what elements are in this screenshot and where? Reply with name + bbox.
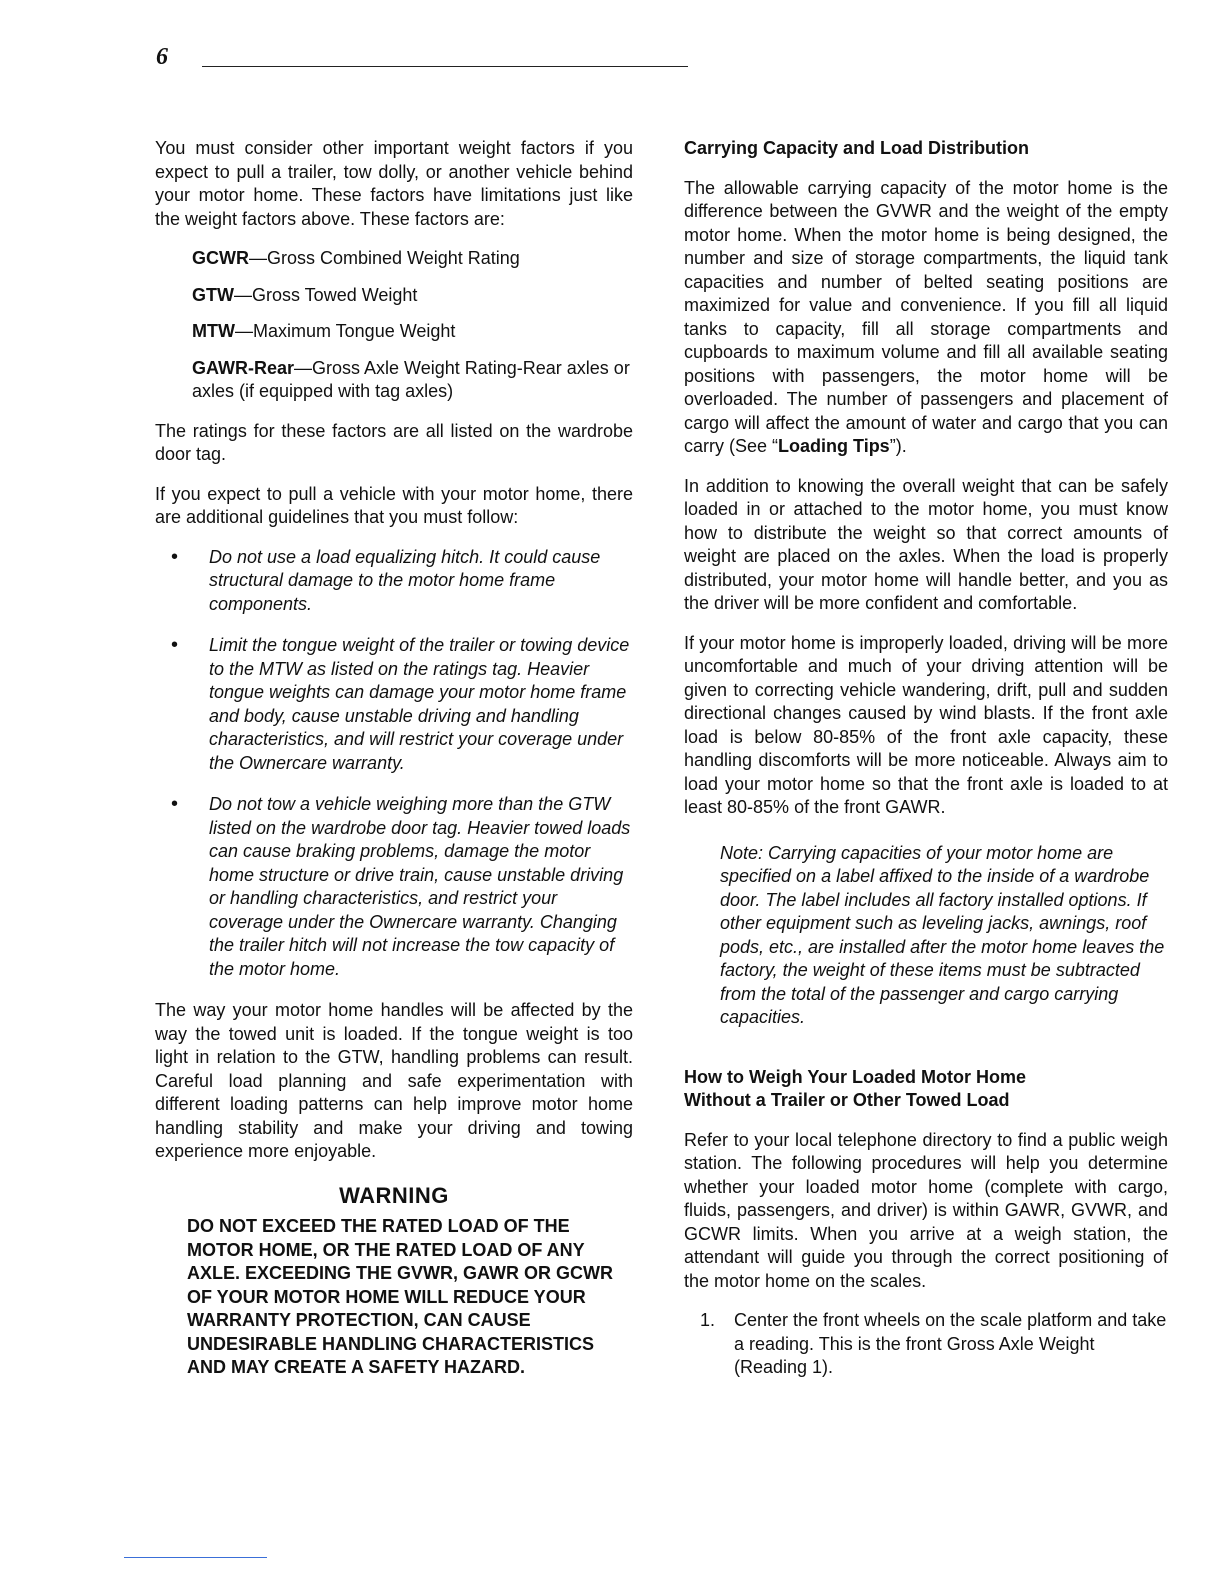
guidelines-list	[155, 546, 633, 982]
warning-title: WARNING	[339, 1182, 449, 1208]
list-item-text: Do not use a load equalizing hitch. It could cause structural damage to the motor home frame components.	[209, 546, 601, 614]
heading-line: How to Weigh Your Loaded Motor Home	[684, 1066, 1026, 1087]
term-abbr: GTW	[192, 284, 234, 305]
distribution-paragraph: In addition to knowing the overall weight that can be safely loaded in or attached to the motor home, you must know how to distribute the weight so that correct amounts of weight are placed on the axles. When the load is properly distributed, your motor home will handle better, and you as the driver will be more confident and comfortable.	[684, 475, 1168, 613]
term-gawr-rear	[192, 357, 633, 404]
step-item	[684, 1309, 1168, 1380]
step-text: Center the front wheels on the scale platform and take a reading. This is the front Gross Axle Weight (Reading 1).	[734, 1310, 1167, 1377]
warning-body: DO NOT EXCEED THE RATED LOAD OF THE MOTOR HOME, OR THE RATED LOAD OF ANY AXLE. EXCEEDING THE GVWR, GAWR OR GCWR OF YOUR MOTOR HOME WILL REDUCE YOUR WARRANTY PROTECTION, CAN CAUSE UNDESIRABLE HANDLING CHARACTERISTICS AND MAY CREATE A SAFETY HAZARD.	[187, 1216, 614, 1377]
ratings-paragraph: The ratings for these factors are all listed on the wardrobe door tag.	[155, 420, 633, 464]
term-abbr: GAWR-Rear	[192, 357, 295, 378]
capacity-text: The allowable carrying capacity of the motor home is the difference between the GVWR and the weight of the empty motor home. When the motor home is being designed, the number and size of storage compartments, the liquid tank capacities and number of belted seating positions are maximized for value and convenience. If you fill all liquid tanks to capacity, fill all storage compartments and cupboards to maximum volume and fill all available seating positions with passengers, the motor home will be overloaded. The number of passengers and placement of cargo will affect the amount of water and cargo that you can carry (See “	[684, 177, 1168, 456]
term-definition: —Gross Towed Weight	[234, 284, 418, 305]
footer-rule	[124, 1557, 267, 1558]
left-column	[155, 137, 633, 1380]
term-definition: —Gross Combined Weight Rating	[249, 248, 520, 268]
note-block: Note: Carrying capacities of your motor home are specified on a label affixed to the inside of a wardrobe door. The label includes all factory installed options. If other equipment such as leveling jacks, awnings, roof pods, etc., are installed after the motor home leaves the factory, the weight of these items must be subtracted from the total of the passenger and cargo carrying capacities.	[720, 842, 1165, 1027]
term-gtw	[192, 284, 633, 308]
capacity-paragraph	[684, 177, 1168, 459]
improper-load-paragraph: If your motor home is improperly loaded, driving will be more uncomfortable and much of your driving attention will be given to correcting vehicle wandering, drift, pull and sudden directional changes caused by wind blasts. If the front axle load is below 80-85% of the front axle capacity, these handling discomforts will be more noticeable. Always aim to load your motor home so that the front axle is loaded to at least 80-85% of the front GAWR.	[684, 632, 1168, 817]
steps-list	[684, 1309, 1168, 1380]
list-item-text: Limit the tongue weight of the trailer or towing device to the MTW as listed on the ratings tag. Heavier tongue weights can damage your motor home frame and body, cause unstable driving and handling characteristics, and will restrict your coverage under the Ownercare warranty.	[209, 635, 630, 773]
list-item	[155, 546, 633, 617]
capacity-text-end: ”).	[889, 436, 907, 456]
term-gcwr	[192, 247, 633, 271]
list-item-text: Do not tow a vehicle weighing more than the GTW listed on the wardrobe door tag. Heavier towed loads can cause braking problems, damage the motor home structure or drive train, cause unstable driving or handling characteristics, and restrict your coverage under the Ownercare warranty. Changing the trailer hitch will not increase the tow capacity of the motor home.	[209, 794, 631, 979]
bullet-icon: •	[171, 545, 179, 568]
term-abbr: MTW	[192, 321, 235, 341]
list-item	[155, 793, 633, 981]
loading-tips-reference: Loading Tips	[778, 436, 890, 456]
handling-paragraph: The way your motor home handles will be affected by the way the towed unit is loaded. If the tongue weight is too light in relation to the GTW, handling problems can result. Careful load planning and safe experimentation with different loading patterns can help improve motor home handling stability and make your driving and towing experience more enjoyable.	[155, 1000, 633, 1161]
header-rule	[202, 66, 688, 67]
weigh-station-paragraph: Refer to your local telephone directory to find a public weigh station. The following procedures will help you determine whether your loaded motor home (complete with cargo, fluids, passengers, and driver) is within GAWR, GVWR, and GCWR limits. When you arrive at a weigh station, the attendant will guide you through the correct positioning of the motor home on the scales.	[684, 1129, 1168, 1291]
right-column	[684, 137, 1168, 1380]
heading-line: Without a Trailer or Other Towed Load	[684, 1090, 1010, 1110]
heading-carrying-capacity: Carrying Capacity and Load Distribution	[684, 138, 1030, 158]
intro-paragraph: You must consider other important weight factors if you expect to pull a trailer, tow dolly, or another vehicle behind your motor home. These factors have limitations just like the weight factors above. These factors are:	[155, 138, 633, 229]
guidelines-intro: If you expect to pull a vehicle with your motor home, there are additional guidelines that you must follow:	[155, 483, 633, 527]
term-definition: —Maximum Tongue Weight	[234, 321, 456, 341]
term-definition: —Gross Axle Weight Rating-Rear axles or axles (if equipped with tag axles)	[192, 357, 630, 401]
term-mtw	[192, 320, 633, 344]
list-item	[155, 634, 633, 775]
heading-how-to-weigh	[684, 1066, 1168, 1113]
bullet-icon: •	[171, 793, 179, 815]
step-number: 1.	[700, 1310, 716, 1330]
bullet-icon: •	[171, 634, 179, 656]
term-abbr: GCWR	[192, 248, 249, 268]
page-number: 6	[156, 44, 168, 70]
